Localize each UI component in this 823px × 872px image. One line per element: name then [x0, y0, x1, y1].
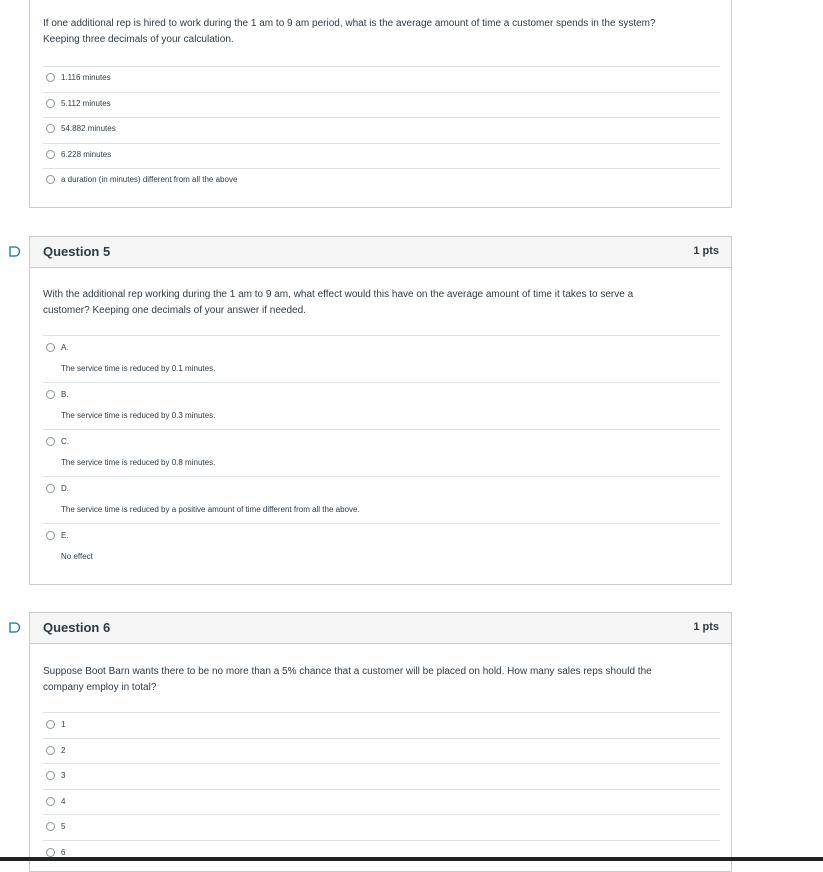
radio-button[interactable]: [46, 797, 55, 806]
answer-label: 5: [61, 822, 66, 831]
question-6-text-line2: company employ in total?: [43, 682, 157, 693]
answer-option[interactable]: [43, 523, 720, 570]
question-6-text: [43, 664, 703, 696]
answer-option[interactable]: [43, 763, 720, 789]
answer-letter: D.: [61, 484, 69, 493]
radio-button[interactable]: [46, 390, 55, 399]
answer-letter: C.: [61, 437, 69, 446]
answer-letter: B.: [61, 390, 69, 399]
answer-label: a duration (in minutes) different from all the above: [61, 175, 238, 184]
question-5-text-line2: customer? Keeping one decimals of your answer if needed.: [43, 305, 306, 316]
answer-option[interactable]: [43, 168, 720, 194]
question-4-card: [29, 0, 732, 208]
question-points: 1 pts: [693, 621, 719, 633]
answer-label: 1: [61, 720, 66, 729]
question-title: Question 6: [43, 620, 111, 635]
answer-label: 54.882 minutes: [61, 124, 116, 133]
radio-button[interactable]: [46, 771, 55, 780]
answer-option[interactable]: [43, 712, 720, 738]
radio-button[interactable]: [46, 531, 55, 540]
bookmark-flag-icon[interactable]: [9, 246, 20, 257]
question-points: 1 pts: [693, 245, 719, 257]
answer-option[interactable]: [43, 117, 720, 143]
answer-label: 5.112 minutes: [61, 99, 111, 108]
question-5-text: [43, 287, 703, 319]
question-6-card: [29, 612, 732, 872]
answer-option[interactable]: [43, 382, 720, 429]
answer-option[interactable]: [43, 789, 720, 814]
answer-label: The service time is reduced by 0.8 minutes.: [61, 458, 216, 467]
question-4-text: [43, 16, 703, 48]
radio-button[interactable]: [46, 175, 55, 184]
radio-button[interactable]: [46, 150, 55, 159]
answer-label: 2: [61, 746, 66, 755]
question-4-text-line2: Keeping three decimals of your calculation.: [43, 34, 234, 45]
radio-button[interactable]: [46, 437, 55, 446]
question-5-answers: [43, 335, 720, 570]
question-4-text-line1: If one additional rep is hired to work during the 1 am to 9 am period, what is the average amount of time a customer spends in the system?: [43, 18, 656, 29]
radio-button[interactable]: [46, 720, 55, 729]
answer-letter: E.: [61, 531, 69, 540]
radio-button[interactable]: [46, 484, 55, 493]
question-6-answers: [43, 712, 720, 866]
answer-label: 6: [61, 848, 66, 857]
question-4-answers: [43, 66, 720, 194]
answer-option[interactable]: [43, 66, 720, 92]
radio-button[interactable]: [46, 746, 55, 755]
answer-letter: A.: [61, 343, 69, 352]
question-title: Question 5: [43, 244, 111, 259]
answer-label: 3: [61, 771, 66, 780]
answer-label: The service time is reduced by 0.1 minutes.: [61, 364, 216, 373]
answer-option[interactable]: [43, 429, 720, 476]
answer-label: 1.116 minutes: [61, 73, 111, 82]
radio-button[interactable]: [46, 99, 55, 108]
bookmark-flag-icon[interactable]: [9, 622, 20, 633]
radio-button[interactable]: [46, 73, 55, 82]
question-5-card: [29, 236, 732, 585]
answer-option[interactable]: [43, 92, 720, 117]
radio-button[interactable]: [46, 124, 55, 133]
answer-option[interactable]: [43, 476, 720, 523]
answer-label: No effect: [61, 552, 93, 561]
question-5-text-line1: With the additional rep working during the 1 am to 9 am, what effect would this have on the average amount of time it takes to serve a: [43, 289, 634, 300]
answer-option[interactable]: [43, 814, 720, 840]
answer-label: The service time is reduced by 0.3 minutes.: [61, 411, 216, 420]
radio-button[interactable]: [46, 343, 55, 352]
answer-label: 4: [61, 797, 66, 806]
radio-button[interactable]: [46, 822, 55, 831]
answer-option[interactable]: [43, 335, 720, 382]
answer-label: The service time is reduced by a positive amount of time different from all the above.: [61, 505, 360, 514]
question-6-header: [30, 613, 731, 644]
radio-button[interactable]: [46, 848, 55, 857]
answer-option[interactable]: [43, 840, 720, 866]
question-6-text-line1: Suppose Boot Barn wants there to be no more than a 5% chance that a customer will be placed on hold. How many sales reps should the: [43, 666, 652, 677]
answer-label: 6.228 minutes: [61, 150, 112, 159]
bottom-edge-bar: [0, 857, 823, 861]
question-5-header: [30, 237, 731, 268]
answer-option[interactable]: [43, 143, 720, 168]
answer-option[interactable]: [43, 738, 720, 763]
